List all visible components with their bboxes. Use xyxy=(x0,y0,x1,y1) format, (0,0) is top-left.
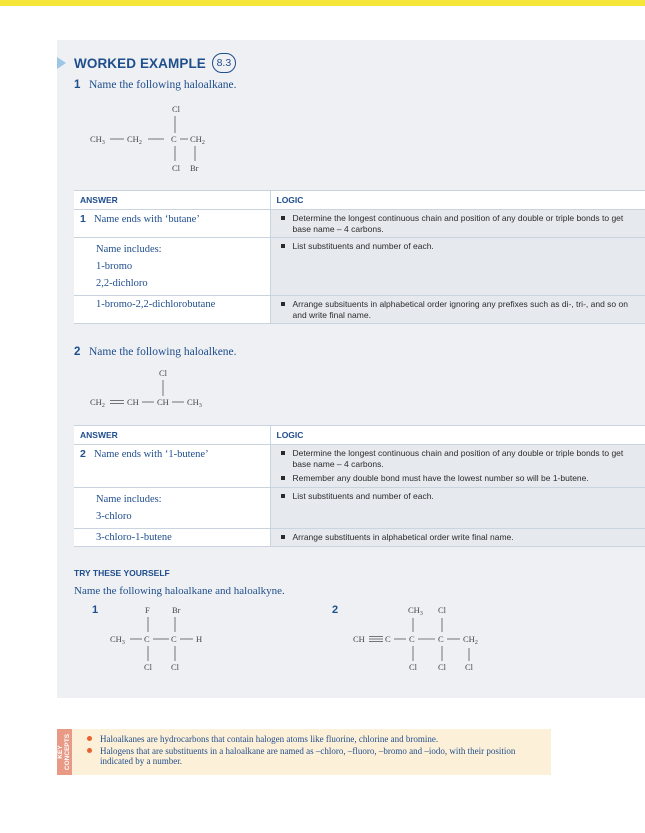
key-concepts-list xyxy=(87,734,547,768)
atom-c: C xyxy=(171,134,177,144)
answer-header: ANSWER xyxy=(74,426,270,445)
atom-c: C xyxy=(385,634,391,644)
atom-ch2: $CH_2$ xyxy=(90,397,105,409)
question-number: 2 xyxy=(74,346,81,358)
structure-butane xyxy=(80,100,230,176)
logic-cell: Arrange substituents in alphabetical order write final name. xyxy=(270,528,645,546)
list-item: Haloalkanes are hydrocarbons that contain halogen atoms like fluorine, chlorine and bromine. xyxy=(87,734,547,745)
logic-cell: List substituents and number of each. xyxy=(270,238,645,296)
atom-c: C xyxy=(409,634,415,644)
atom-cl: Cl xyxy=(144,662,153,672)
table-row xyxy=(74,296,645,324)
try-yourself-instruction: Name the following haloalkane and haloalkyne. xyxy=(74,585,285,597)
worked-example-label: WORKED EXAMPLE xyxy=(74,55,206,71)
question-text: Name the following haloalkane. xyxy=(89,79,237,91)
atom-c: C xyxy=(171,634,177,644)
atom-ch3: $CH_3$ xyxy=(408,605,423,617)
atom-c: C xyxy=(144,634,150,644)
atom-ch: CH xyxy=(157,397,169,407)
structure-butene xyxy=(80,365,230,410)
example-number-badge: 8.3 xyxy=(212,53,236,73)
key-concepts-box xyxy=(57,729,551,775)
question-text: Name the following haloalkene. xyxy=(89,346,237,358)
atom-h: H xyxy=(196,634,203,644)
atom-ch2: $CH_2$ xyxy=(463,634,478,646)
bullet-icon xyxy=(87,736,92,741)
key-concepts-tab: KEY CONCEPTS xyxy=(57,729,72,775)
question-2 xyxy=(74,346,237,358)
table-row xyxy=(74,528,645,546)
answer-cell: 2 Name ends with ‘1-butene’ xyxy=(74,445,270,488)
answer-header: ANSWER xyxy=(74,191,270,210)
table-row xyxy=(74,238,645,296)
answer-logic-table-1 xyxy=(74,190,645,324)
logic-cell: List substituents and number of each. xyxy=(270,487,645,528)
table-row xyxy=(74,487,645,528)
atom-cl: Cl xyxy=(172,104,181,114)
atom-ch2: $CH_2$ xyxy=(127,134,142,146)
question-1 xyxy=(74,79,237,91)
answer-logic-table-2 xyxy=(74,425,645,547)
table-row xyxy=(74,445,645,488)
worked-example-heading xyxy=(57,53,236,73)
atom-cl: Cl xyxy=(409,662,418,672)
atom-cl: Cl xyxy=(438,662,447,672)
atom-br: Br xyxy=(190,163,199,173)
answer-cell: 1-bromo-2,2-dichlorobutane xyxy=(74,296,270,324)
atom-ch3: $CH_3$ xyxy=(187,397,202,409)
atom-ch: CH xyxy=(353,634,365,644)
answer-cell: 1 Name ends with ‘butane’ xyxy=(74,210,270,238)
structure-problem-1 xyxy=(100,602,220,672)
atom-cl: Cl xyxy=(159,368,168,378)
logic-header: LOGIC xyxy=(270,426,645,445)
atom-ch2: $CH_2$ xyxy=(190,134,205,146)
list-item: Halogens that are substituents in a haloalkane are named as –chloro, –fluoro, –bromo and –iodo, with their position indicated by a number. xyxy=(87,746,547,767)
atom-cl: Cl xyxy=(465,662,474,672)
problem-number: 1 xyxy=(92,604,99,616)
atom-ch: CH xyxy=(127,397,139,407)
answer-cell: Name includes: 1-bromo 2,2-dichloro xyxy=(74,238,270,296)
atom-f: F xyxy=(145,605,150,615)
atom-cl: Cl xyxy=(171,662,180,672)
play-triangle-icon xyxy=(57,57,66,69)
logic-cell: Arrange subsituents in alphabetical order ignoring any prefixes such as di-, tri-, and so on and write final name. xyxy=(270,296,645,324)
question-number: 1 xyxy=(74,79,81,91)
atom-ch3: $CH_3$ xyxy=(110,634,125,646)
bullet-icon xyxy=(87,748,92,753)
structure-problem-2 xyxy=(350,602,510,672)
logic-header: LOGIC xyxy=(270,191,645,210)
atom-cl: Cl xyxy=(438,605,447,615)
logic-cell: Determine the longest continuous chain and position of any double or triple bonds to get base name – 4 carbons. xyxy=(270,210,645,238)
answer-cell: 3-chloro-1-butene xyxy=(74,528,270,546)
atom-c: C xyxy=(438,634,444,644)
logic-cell: Determine the longest continuous chain and position of any double or triple bonds to get base name – 4 carbons. Remember any double bond must have the lowest number so will be 1-butene. xyxy=(270,445,645,488)
table-row xyxy=(74,210,645,238)
try-yourself-label: TRY THESE YOURSELF xyxy=(74,568,170,578)
atom-br: Br xyxy=(172,605,181,615)
atom-cl: Cl xyxy=(172,163,181,173)
top-accent-bar xyxy=(0,0,645,6)
problem-number: 2 xyxy=(332,604,339,616)
atom-ch3: $CH_3$ xyxy=(90,134,105,146)
answer-cell: Name includes: 3-chloro xyxy=(74,487,270,528)
